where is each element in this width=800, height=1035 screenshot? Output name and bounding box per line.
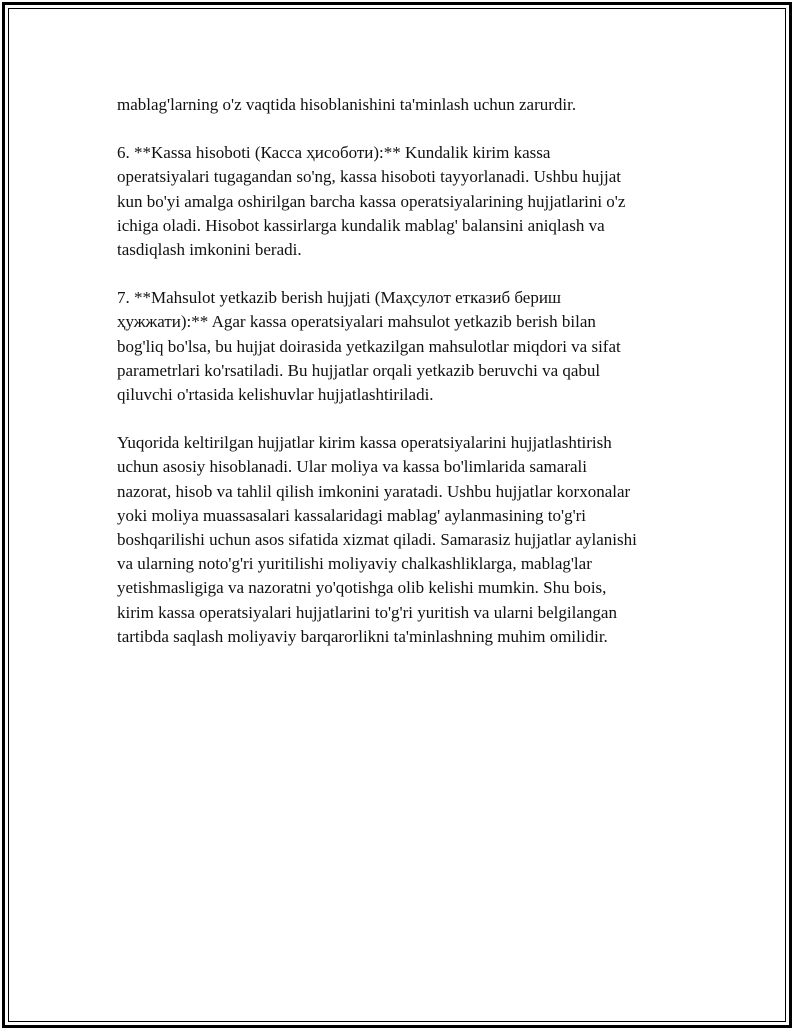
paragraph-continuation: mablag'larning o'z vaqtida hisoblanishini ta'minlash uchun zarurdir. [117,95,577,114]
paragraph-item-6-kassa-hisoboti: 6. **Kassa hisoboti (Касса ҳисоботи):** Kundalik kirim kassa operatsiyalari tugagandan so'ng, kassa hisoboti tayyorlanadi. Ushbu hujjat kun bo'yi amalga oshirilgan barcha kassa operatsiyalarining hujjatlarini o'z ichiga oladi. Hisobot kassirlarga kundalik mablag' balansini aniqlash va tasdiqlash imkonini beradi. [117,143,626,260]
paragraph-item-7-mahsulot-yetkazib-berish: 7. **Mahsulot yetkazib berish hujjati (Маҳсулот етказиб бериш ҳужжати):** Agar kassa operatsiyalari mahsulot yetkazib berish bilan bog'liq bo'lsa, bu hujjat doirasida yetkazilgan mahsulotlar miqdori va sifat parametrlari ko'rsatiladi. Bu hujjatlar orqali yetkazib beruvchi va qabul qiluvchi o'rtasida kelishuvlar hujjatlashtiriladi. [117,288,621,405]
paragraph-conclusion: Yuqorida keltirilgan hujjatlar kirim kassa operatsiyalarini hujjatlashtirish uchun asosiy hisoblanadi. Ular moliya va kassa bo'limlarida samarali nazorat, hisob va tahlil qilish imkonini yaratadi. Ushbu hujjatlar korxonalar yoki moliya muassasalari kassalaridagi mablag' aylanmasining to'g'ri boshqarilishi uchun asos sifatida xizmat qiladi. Samarasiz hujjatlar aylanishi va ularning noto'g'ri yuritilishi moliyaviy chalkashliklarga, mablag'lar yetishmasligiga va nazoratni yo'qotishga olib kelishi mumkin. Shu bois, kirim kassa operatsiyalari hujjatlarini to'g'ri yuritish va ularni belgilangan tartibda saqlash moliyaviy barqarorlikni ta'minlashning muhim omilidir. [117,433,637,646]
document-body [117,93,687,673]
